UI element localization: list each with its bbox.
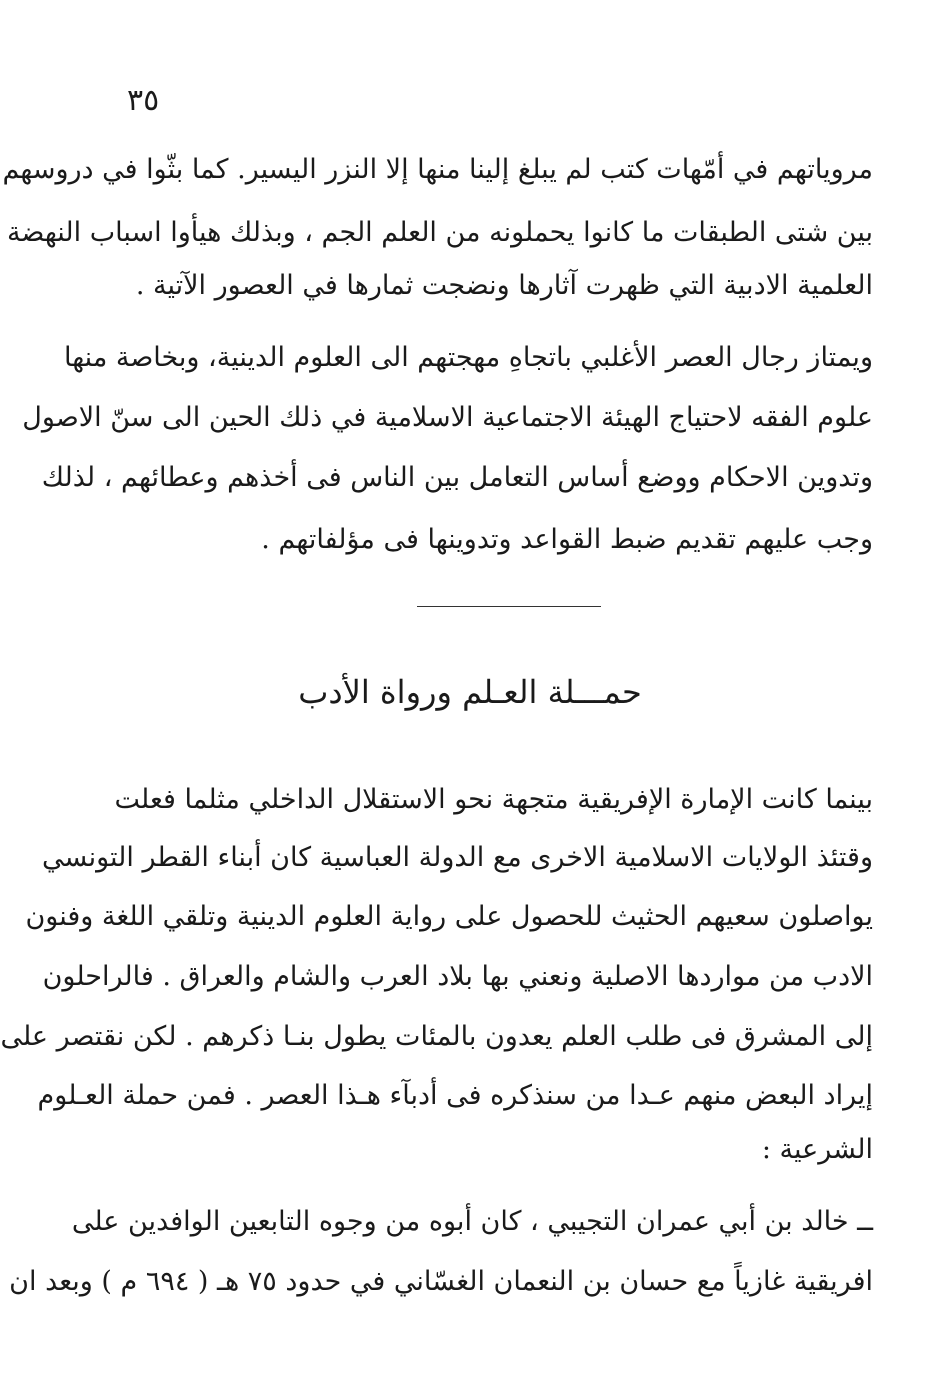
page-number: ٣٥ [127, 83, 160, 118]
section-paragraph-1-line-4: الادب من مواردها الاصلية ونعني بها بلاد العرب والشام والعراق . فالراحلون [42, 961, 873, 992]
section-paragraph-1-line-2: وقتئذ الولايات الاسلامية الاخرى مع الدولة العباسية كان أبناء القطر التونسي [41, 842, 873, 873]
section-title: حمـــلة العـلم ورواة الأدب [298, 673, 642, 711]
paragraph-2-line-3: وتدوين الاحكام ووضع أساس التعامل بين الناس فى أخذهم وعطائهم ، لذلك [41, 462, 873, 493]
section-paragraph-1-line-3: يواصلون سعيهم الحثيث للحصول على رواية العلوم الدينية وتلقي اللغة وفنون [25, 901, 873, 932]
section-paragraph-2-line-1: ــ خالد بن أبي عمران التجيبي ، كان أبوه من وجوه التابعين الوافدين على [71, 1206, 873, 1237]
section-paragraph-1-line-7: الشرعية : [761, 1134, 873, 1165]
paragraph-1-line-2: بين شتى الطبقات ما كانوا يحملونه من العلم الجم ، وبذلك هيأوا اسباب النهضة [6, 217, 873, 248]
section-paragraph-1-line-6: إيراد البعض منهم عـدا من سنذكره فى أدبآء هـذا العصر . فمن حملة العـلوم [37, 1080, 873, 1111]
paragraph-1-line-1: مروياتهم في أمّهات كتب لم يبلغ إلينا منها إلا النزر اليسير. كما بثّوا في دروسهم [2, 154, 873, 185]
section-paragraph-1-line-5: إلى المشرق فى طلب العلم يعدون بالمئات يطول بنـا ذكرهم . لكن نقتصر على [0, 1021, 873, 1052]
section-divider [417, 606, 601, 607]
section-paragraph-1-line-1: بينما كانت الإمارة الإفريقية متجهة نحو الاستقلال الداخلي مثلما فعلت [114, 784, 873, 815]
paragraph-2-line-1: ويمتاز رجال العصر الأغلبي باتجاهِ مهجتهم الى العلوم الدينية، وبخاصة منها [64, 342, 873, 373]
section-paragraph-2-line-2: افريقية غازياً مع حسان بن النعمان الغسّاني في حدود ٧٥ هـ ( ٦٩٤ م ) وبعد ان [9, 1266, 873, 1297]
paragraph-1-line-3: العلمية الادبية التي ظهرت آثارها ونضجت ثمارها في العصور الآتية . [135, 270, 873, 301]
paragraph-2-line-2: علوم الفقه لاحتياج الهيئة الاجتماعية الاسلامية في ذلك الحين الى سنّ الاصول [22, 402, 873, 433]
paragraph-2-line-4: وجب عليهم تقديم ضبط القواعد وتدوينها فى مؤلفاتهم . [261, 524, 873, 555]
